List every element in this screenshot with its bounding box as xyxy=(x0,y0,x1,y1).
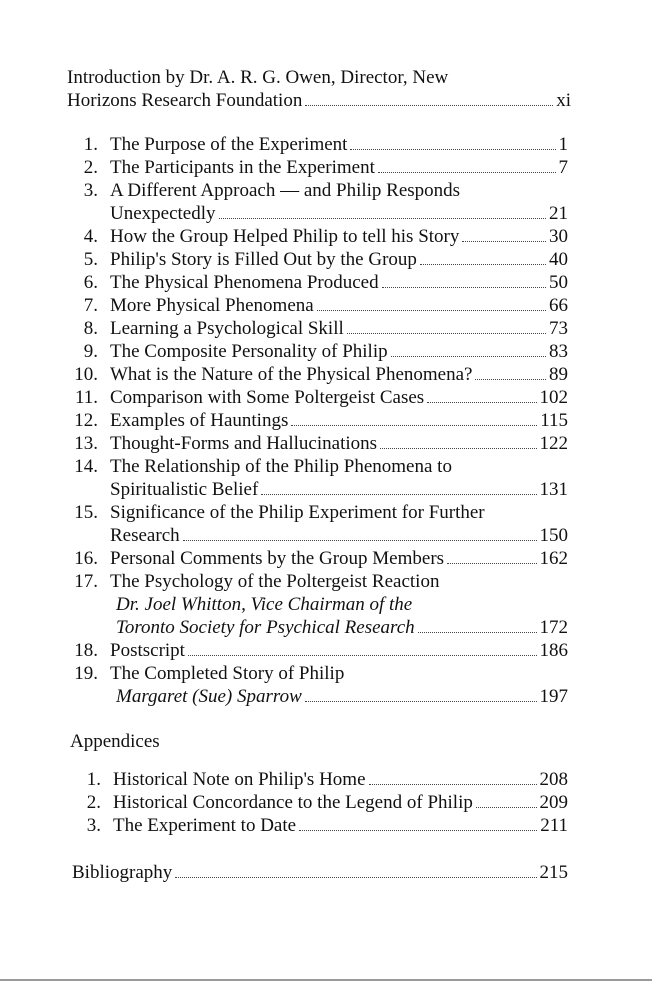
bibliography-entry[interactable] xyxy=(72,862,568,884)
dot-leader xyxy=(475,379,546,380)
chapter-page: 150 xyxy=(539,525,568,546)
dot-leader xyxy=(420,264,546,265)
chapter-title: More Physical Phenomena xyxy=(110,295,314,316)
chapter-page: 73 xyxy=(549,318,568,339)
chapter-11[interactable] xyxy=(64,387,568,409)
chapter-10[interactable] xyxy=(64,364,568,386)
chapter-title: Learning a Psychological Skill xyxy=(110,318,344,339)
chapter-title: The Physical Phenomena Produced xyxy=(110,272,379,293)
chapter-title-cont: Research xyxy=(110,525,180,546)
chapter-page: 83 xyxy=(549,341,568,362)
chapter-title: A Different Approach — and Philip Responds xyxy=(110,180,461,201)
intro-page: xi xyxy=(556,90,571,111)
chapter-12[interactable] xyxy=(64,410,568,432)
chapter-page: 40 xyxy=(549,249,568,270)
intro-title-line1: Introduction by Dr. A. R. G. Owen, Director, New xyxy=(67,67,449,88)
appendix-page: 208 xyxy=(539,769,568,790)
appendix-page: 209 xyxy=(539,792,568,813)
chapter-19[interactable] xyxy=(64,663,568,685)
dot-leader xyxy=(317,310,546,311)
chapter-number: 1. xyxy=(83,134,98,155)
dot-leader xyxy=(219,218,546,219)
chapter-15-cont[interactable] xyxy=(110,525,568,547)
bibliography-page: 215 xyxy=(539,862,568,883)
dot-leader xyxy=(350,149,555,150)
chapter-14-cont[interactable] xyxy=(110,479,568,501)
appendix-title: The Experiment to Date xyxy=(113,815,297,836)
dot-leader xyxy=(427,402,536,403)
dot-leader xyxy=(291,425,537,426)
dot-leader xyxy=(418,632,537,633)
page-bottom-edge xyxy=(0,979,652,981)
intro-line-2 xyxy=(67,90,571,112)
chapter-7[interactable] xyxy=(64,295,568,317)
chapter-title: The Completed Story of Philip xyxy=(110,663,345,684)
chapter-page: 102 xyxy=(539,387,568,408)
chapter-number: 17. xyxy=(74,571,98,592)
chapter-title: What is the Nature of the Physical Phenomena? xyxy=(110,364,473,385)
dot-leader xyxy=(305,105,553,106)
chapter-page: 1 xyxy=(558,134,568,155)
chapter-number: 2. xyxy=(83,157,98,178)
chapter-number: 10. xyxy=(74,364,98,385)
chapter-number: 3. xyxy=(83,180,98,201)
appendix-number: 2. xyxy=(86,792,101,813)
chapter-page: 122 xyxy=(539,433,568,454)
dot-leader xyxy=(175,877,536,878)
appendix-page: 211 xyxy=(540,815,568,836)
chapter-page: 172 xyxy=(539,617,568,638)
dot-leader xyxy=(347,333,546,334)
chapter-15[interactable] xyxy=(64,502,568,524)
intro-title-line2: Horizons Research Foundation xyxy=(67,90,303,111)
chapter-3-cont[interactable] xyxy=(110,203,568,225)
dot-leader xyxy=(299,830,537,831)
chapter-9[interactable] xyxy=(64,341,568,363)
chapter-16[interactable] xyxy=(64,548,568,570)
dot-leader xyxy=(476,807,537,808)
chapter-page: 7 xyxy=(558,157,568,178)
chapter-number: 14. xyxy=(74,456,98,477)
appendix-number: 1. xyxy=(86,769,101,790)
dot-leader xyxy=(188,655,537,656)
chapter-number: 6. xyxy=(83,272,98,293)
chapter-title: The Psychology of the Poltergeist Reaction xyxy=(110,571,440,592)
chapter-number: 5. xyxy=(83,249,98,270)
chapter-title: Comparison with Some Poltergeist Cases xyxy=(110,387,425,408)
chapter-page: 186 xyxy=(539,640,568,661)
dot-leader xyxy=(462,241,546,242)
chapter-13[interactable] xyxy=(64,433,568,455)
chapter-title: The Purpose of the Experiment xyxy=(110,134,348,155)
chapter-page: 50 xyxy=(549,272,568,293)
appendices-title: Appendices xyxy=(70,731,160,752)
chapter-number: 7. xyxy=(83,295,98,316)
dot-leader xyxy=(382,287,546,288)
chapter-17-author-1 xyxy=(116,594,568,616)
chapter-page: 162 xyxy=(539,548,568,569)
chapter-title: Personal Comments by the Group Members xyxy=(110,548,445,569)
chapter-page: 89 xyxy=(549,364,568,385)
chapter-number: 4. xyxy=(83,226,98,247)
chapter-title: Philip's Story is Filled Out by the Group xyxy=(110,249,417,270)
chapter-number: 18. xyxy=(74,640,98,661)
appendix-number: 3. xyxy=(86,815,101,836)
chapter-author: Margaret (Sue) Sparrow xyxy=(116,686,302,707)
chapter-author-affiliation: Toronto Society for Psychical Research xyxy=(116,617,415,638)
chapter-title: Examples of Hauntings xyxy=(110,410,289,431)
chapter-page: 197 xyxy=(539,686,568,707)
chapter-title: Postscript xyxy=(110,640,185,661)
chapter-2[interactable] xyxy=(64,157,568,179)
chapter-title: How the Group Helped Philip to tell his Story xyxy=(110,226,460,247)
appendices-heading xyxy=(70,731,370,753)
appendix-2[interactable] xyxy=(67,792,568,814)
chapter-number: 9. xyxy=(83,341,98,362)
chapter-number: 12. xyxy=(74,410,98,431)
chapter-1[interactable] xyxy=(64,134,568,156)
chapter-number: 13. xyxy=(74,433,98,454)
chapter-number: 16. xyxy=(74,548,98,569)
chapter-title-cont: Unexpectedly xyxy=(110,203,216,224)
chapter-title-cont: Spiritualistic Belief xyxy=(110,479,259,500)
chapter-author: Dr. Joel Whitton, Vice Chairman of the xyxy=(116,594,413,615)
chapter-page: 131 xyxy=(539,479,568,500)
chapter-page: 66 xyxy=(549,295,568,316)
chapter-number: 19. xyxy=(74,663,98,684)
chapter-page: 21 xyxy=(549,203,568,224)
appendix-3[interactable] xyxy=(67,815,568,837)
dot-leader xyxy=(369,784,537,785)
chapter-5[interactable] xyxy=(64,249,568,271)
appendix-title: Historical Concordance to the Legend of Philip xyxy=(113,792,473,813)
chapter-title: The Relationship of the Philip Phenomena to xyxy=(110,456,452,477)
dot-leader xyxy=(447,563,536,564)
chapter-title: The Composite Personality of Philip xyxy=(110,341,388,362)
chapter-number: 11. xyxy=(74,387,98,408)
dot-leader xyxy=(378,172,556,173)
chapter-number: 15. xyxy=(74,502,98,523)
chapter-17-author-2[interactable] xyxy=(116,617,568,639)
chapter-17[interactable] xyxy=(64,571,568,593)
appendix-1[interactable] xyxy=(67,769,568,791)
chapter-8[interactable] xyxy=(64,318,568,340)
intro-line-1 xyxy=(67,67,571,89)
chapter-6[interactable] xyxy=(64,272,568,294)
chapter-title: The Participants in the Experiment xyxy=(110,157,375,178)
chapter-page: 115 xyxy=(540,410,568,431)
chapter-4[interactable] xyxy=(64,226,568,248)
chapter-title: Thought-Forms and Hallucinations xyxy=(110,433,378,454)
dot-leader xyxy=(380,448,536,449)
chapter-19-author[interactable] xyxy=(116,686,568,708)
chapter-18[interactable] xyxy=(64,640,568,662)
dot-leader xyxy=(261,494,536,495)
appendix-title: Historical Note on Philip's Home xyxy=(113,769,366,790)
bibliography-title: Bibliography xyxy=(72,862,173,883)
chapter-page: 30 xyxy=(549,226,568,247)
dot-leader xyxy=(305,701,537,702)
dot-leader xyxy=(183,540,537,541)
chapter-title: Significance of the Philip Experiment for Further xyxy=(110,502,485,523)
chapter-3[interactable] xyxy=(64,180,568,202)
chapter-number: 8. xyxy=(83,318,98,339)
chapter-14[interactable] xyxy=(64,456,568,478)
dot-leader xyxy=(391,356,546,357)
